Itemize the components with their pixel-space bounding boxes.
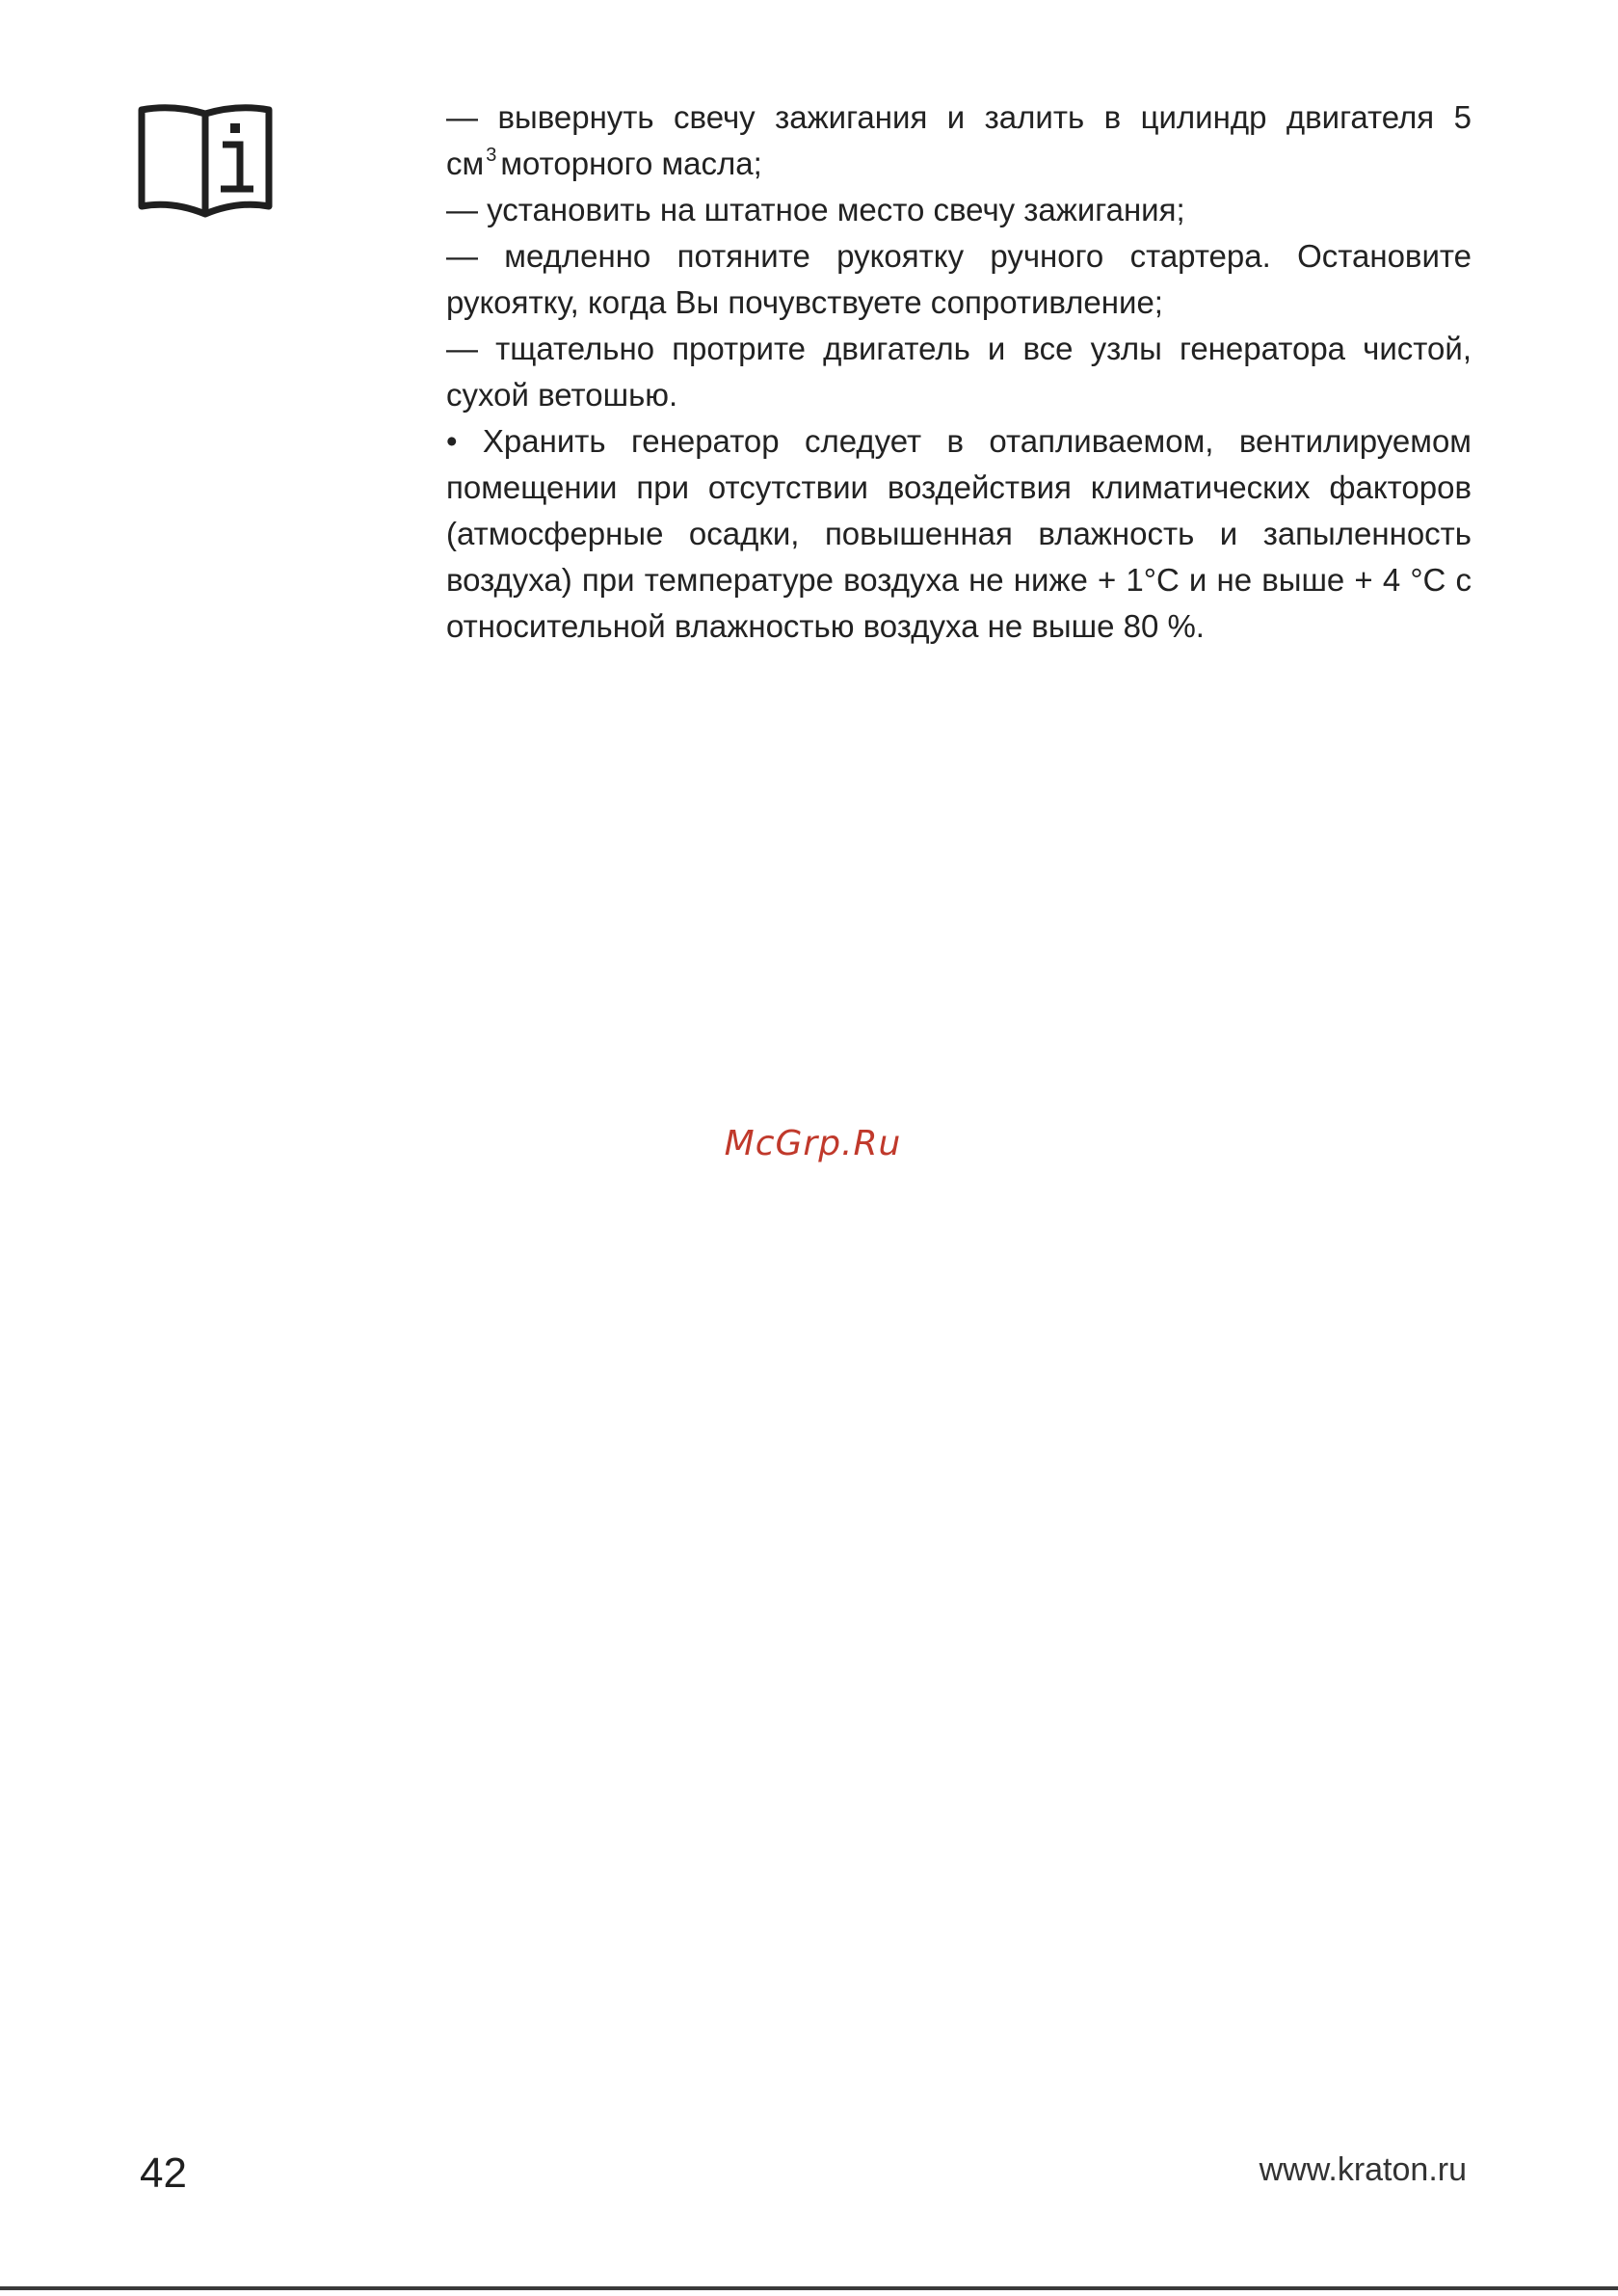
info-book-icon [138,100,273,218]
footer-url: www.kraton.ru [1259,2151,1467,2188]
paragraph-spark-plug-oil: — вывернуть свечу зажигания и залить в цилиндр двигателя 5 см $^3$ моторного масла; [446,99,1472,181]
bottom-divider [0,2286,1618,2290]
paragraph-storage-conditions: • Хранить генератор следует в отапливаемом, вентилируемом помещении при отсутствии воздействия климатических факторов (атмосферные осадки, повышенная влажность и запыленность воздуха) при температуре воздуха не ниже + 1°C и не выше + 4 °C с относительной влажностью воздуха не выше 80 %. [446,423,1472,644]
watermark: McGrp.Ru [724,1124,902,1163]
superscript-3: 3 [486,145,497,166]
paragraph-install-spark-plug: — установить на штатное место свечу зажигания; [446,192,1185,227]
page-number: 42 [140,2149,187,2197]
paragraph-wipe-engine: — тщательно протрите двигатель и все узлы генератора чистой, сухой ветошью. [446,331,1472,413]
paragraph-starter-handle: — медленно потяните рукоятку ручного стартера. Остановите рукоятку, когда Вы почувствуете сопротивление; [446,238,1472,320]
instructions-text [446,94,1472,650]
